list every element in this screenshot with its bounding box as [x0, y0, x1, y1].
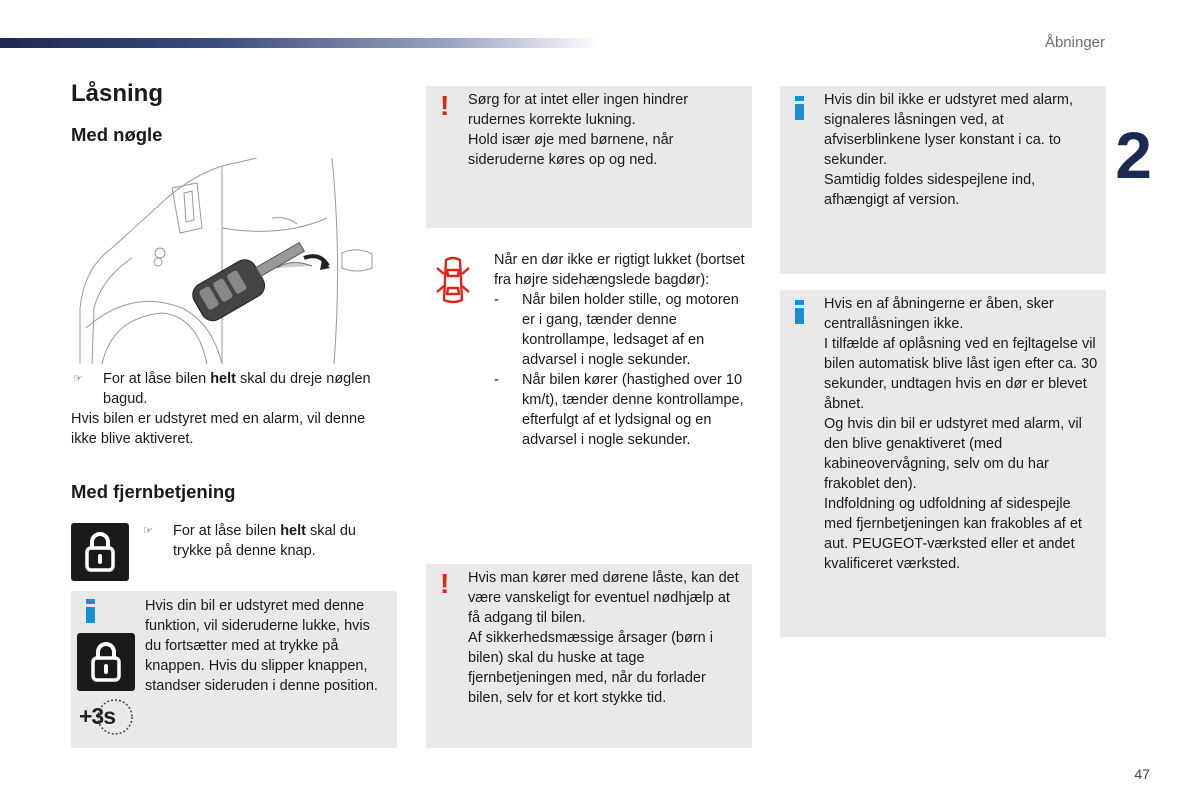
- lock-button-icon: [77, 633, 135, 691]
- chapter-number: 2: [1115, 118, 1152, 192]
- info-icon: [795, 300, 804, 328]
- key-bullet-text-end: skal du dreje nøglen bagud.: [103, 371, 371, 407]
- info-icon: [795, 96, 804, 124]
- page-number: 47: [1134, 766, 1150, 782]
- section-title: Åbninger: [1044, 34, 1105, 51]
- door-warning-text: [494, 250, 752, 450]
- remote-bullet-text-end: skal du trykke på denne knap.: [173, 523, 356, 559]
- door-open-warning-icon: [434, 256, 472, 310]
- warning-box-text: Sørg for at intet eller ingen hindrer rudernes korrekte lukning. Hold især øje med børnene, når sideruderne køres op og ned.: [468, 92, 689, 168]
- hold-3s-icon: [77, 697, 137, 737]
- warning-box-text: Hvis man kører med dørene låste, kan det være vanskeligt for eventuel nødhjælp at få adgang til bilen. Af sikkerhedsmæssige årsager (børn i bilen) skal du huske at tage fjernbetjeningen med, når du forlader bilen, selv for et kort stykke tid.: [468, 570, 739, 706]
- info-box-text: Hvis en af åbningerne er åben, sker centrallåsningen ikke. I tilfælde af oplåsning ved en fejltagelse vil bilen automatisk blive låst igen efter ca. 30 sekunder, undtagen hvis en dør er blevet åbnet. Og hvis din bil er udstyret med alarm, vil den blive genaktiveret (med kabineovervågning, selv om du har frakoblet den). Indfoldning og udfoldning af sidespejle med fjernbetjeningen kan frakobles af et aut. PEUGEOT-værksted eller et andet kvalificeret værksted.: [824, 296, 1098, 572]
- warning-exclamation-icon: !: [440, 90, 450, 121]
- remote-bullet-text: For at låse bilen: [173, 523, 281, 539]
- key-bullet-text: For at låse bilen: [103, 371, 211, 387]
- warning-box-obstruction: [426, 86, 752, 228]
- bullet-marker-icon: ☞: [73, 373, 83, 385]
- key-bullet: [71, 369, 391, 409]
- hold-3s-label: +3s: [79, 703, 116, 729]
- info-icon: [86, 599, 95, 627]
- info-box-text: Hvis din bil er udstyret med denne funktion, vil sideruderne lukke, hvis du fortsætter med at trykke på knappen. Hvis du slipper knappen, standser sideruden i denne position.: [145, 598, 378, 694]
- remote-heading: Med fjernbetjening: [71, 481, 236, 502]
- info-box-central-locking: [780, 290, 1106, 637]
- bullet-marker-icon: ☞: [143, 525, 153, 537]
- warning-box-emergency: [426, 564, 752, 748]
- door-warning-intro: Når en dør ikke er rigtigt lukket (bortset fra højre sidehængslede bagdør):: [494, 252, 745, 288]
- remote-bullet-bold: helt: [280, 523, 306, 539]
- info-box-window-close: [71, 591, 397, 748]
- key-instructions: [71, 369, 391, 449]
- key-note: Hvis bilen er udstyret med en alarm, vil denne ikke blive aktiveret.: [71, 411, 366, 447]
- key-illustration: [72, 158, 398, 364]
- key-bullet-bold: helt: [210, 371, 236, 387]
- list-item: - Når bilen holder stille, og motoren er i gang, tænder denne kontrollampe, ledsaget af en advarsel i nogle sekunder.: [494, 292, 739, 368]
- remote-bullet: [141, 521, 391, 561]
- door-warning-list: [494, 290, 752, 450]
- warning-exclamation-icon: !: [440, 568, 450, 599]
- header-gradient-bar: [0, 38, 600, 48]
- page-title: Låsning: [71, 80, 164, 107]
- key-heading: Med nøgle: [71, 124, 163, 145]
- info-box-alarm: [780, 86, 1106, 274]
- lock-button-icon: [71, 523, 129, 581]
- info-box-text: Hvis din bil ikke er udstyret med alarm, signaleres låsningen ved, at afviserblinkene lyser konstant i ca. to sekunder. Samtidig foldes sidespejlene ind, afhængigt af version.: [824, 92, 1073, 208]
- list-item: - Når bilen kører (hastighed over 10 km/t), tænder denne kontrollampe, efterfulgt af et lydsignal og en advarsel i nogle sekunder.: [494, 372, 744, 448]
